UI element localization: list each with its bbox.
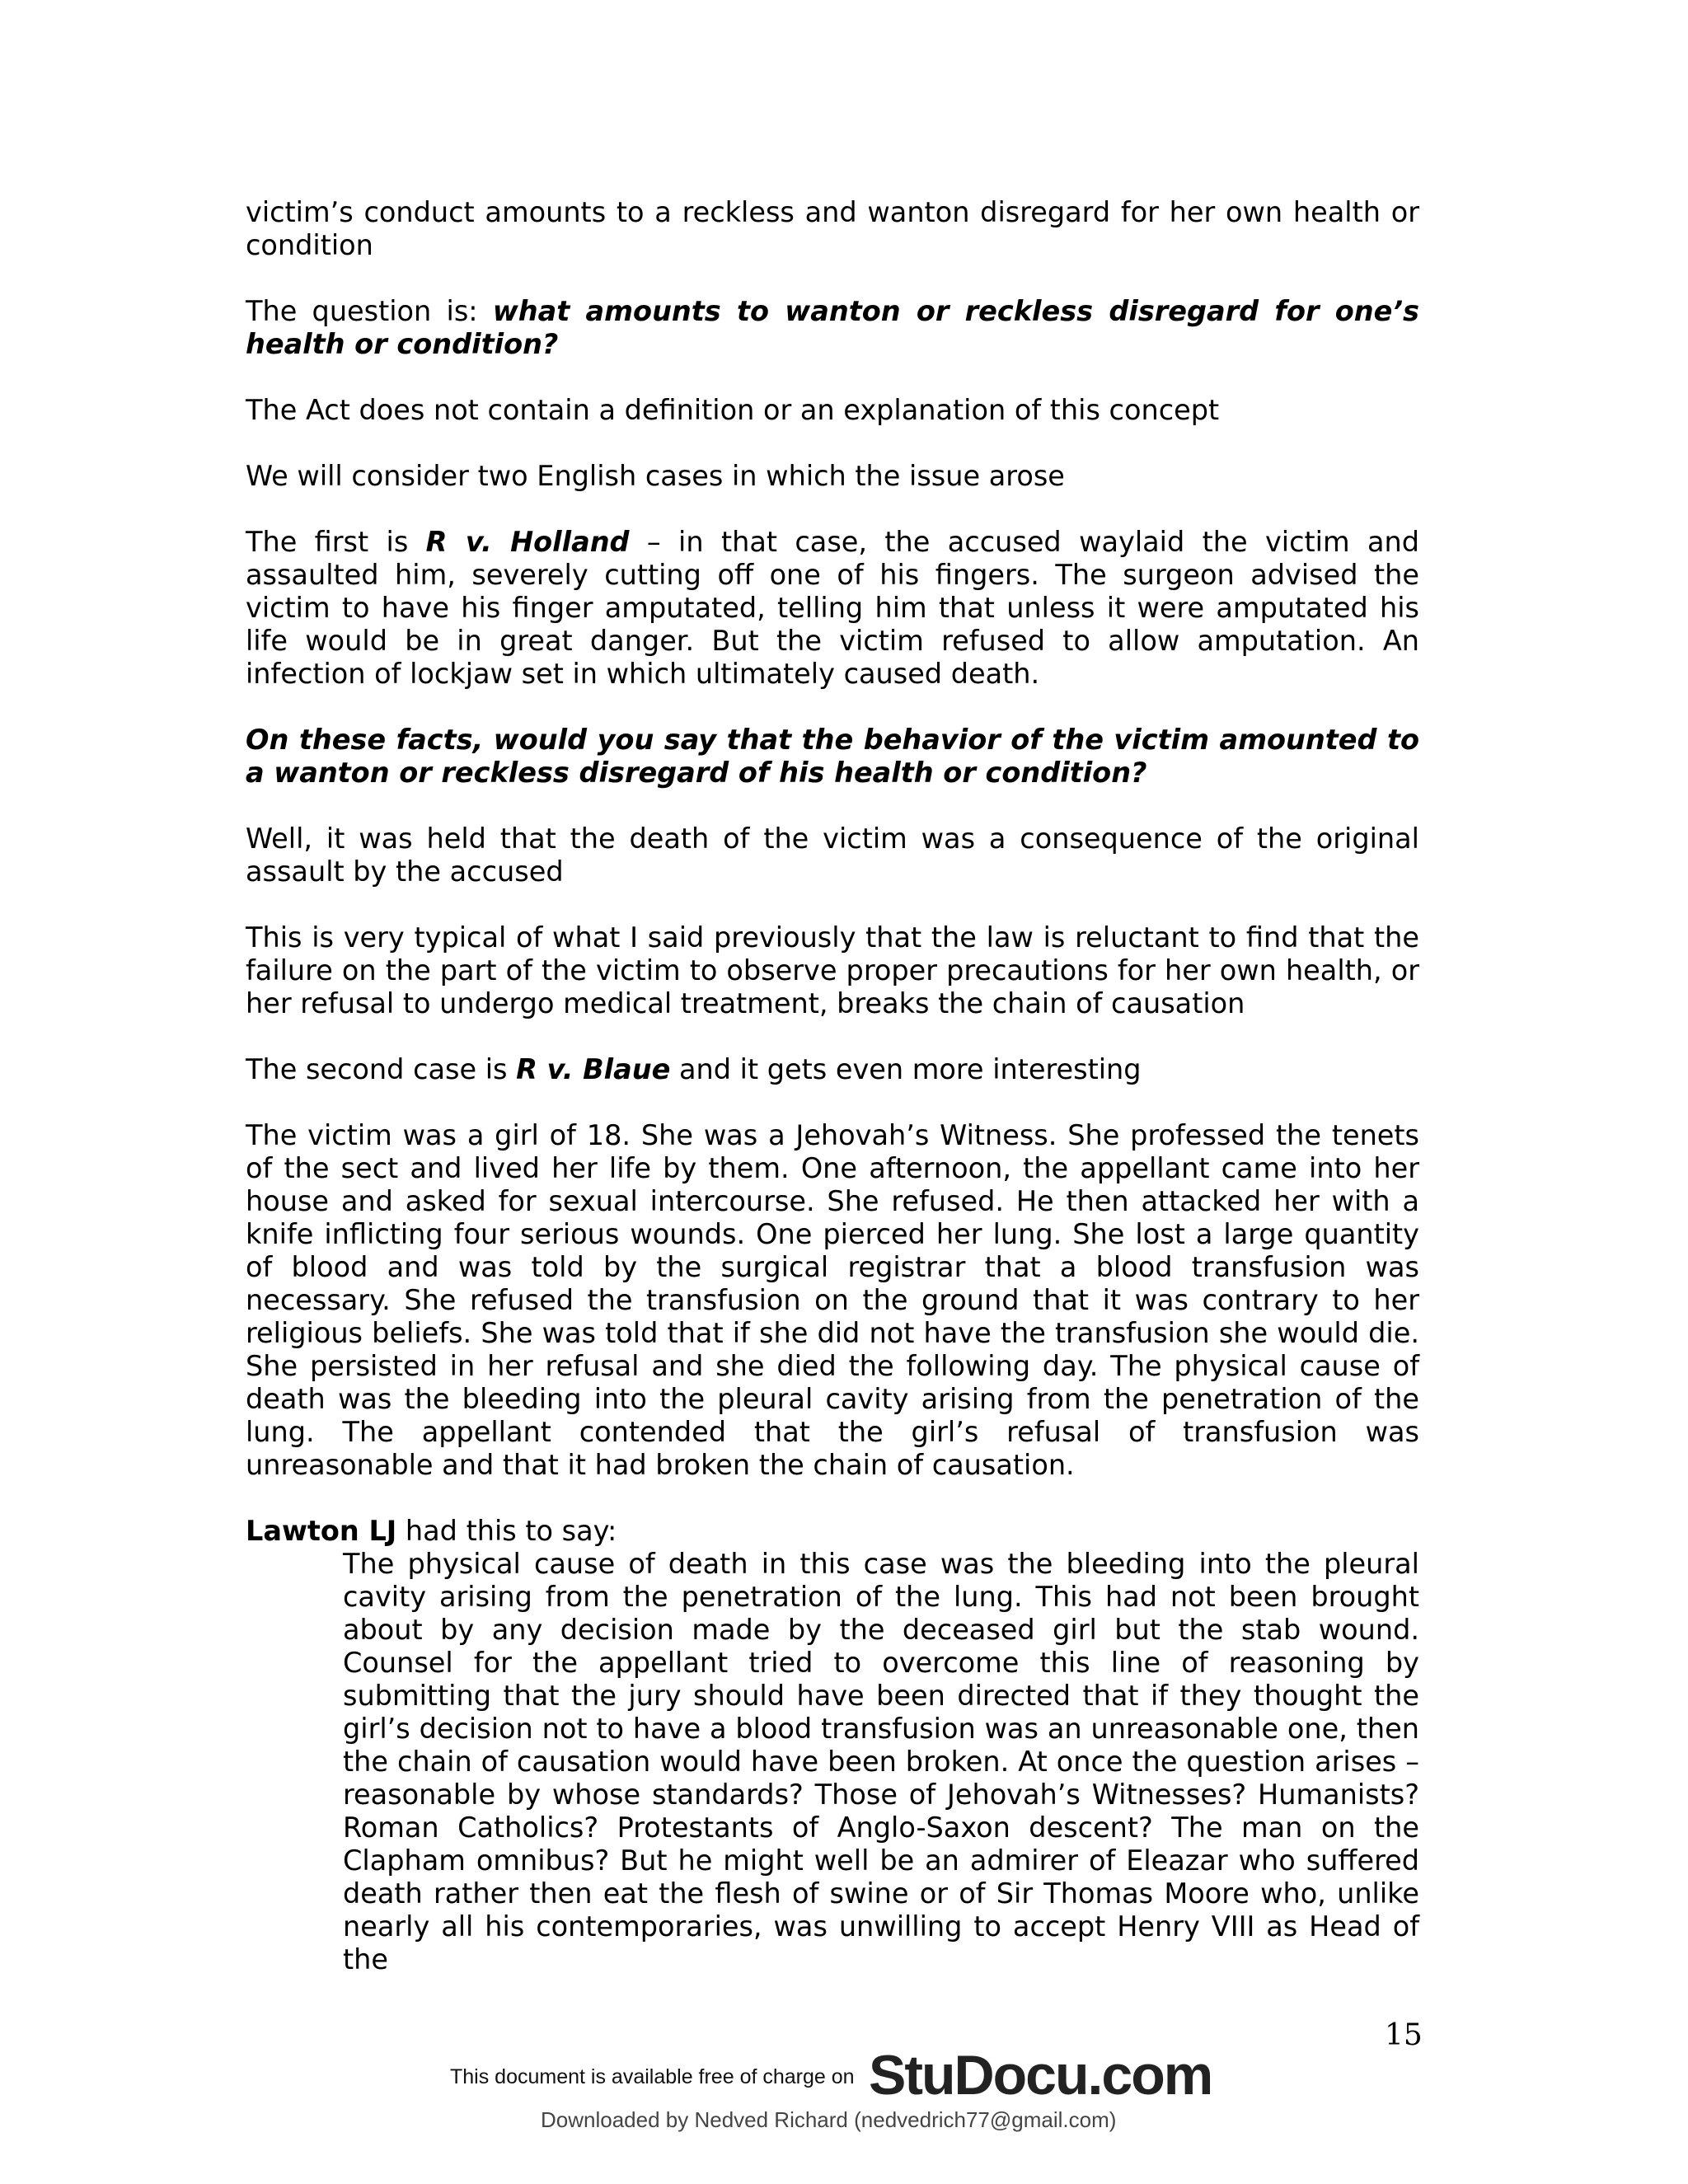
page-number: 15 [1385, 2018, 1423, 2052]
paragraph-act-definition: The Act does not contain a definition or an explanation of this concept [246, 394, 1220, 426]
paragraph-question [246, 295, 1419, 361]
paragraph-lawton: Lawton LJ had this to say: [246, 1515, 617, 1547]
case-name-blaue: R v. Blaue [516, 1053, 671, 1085]
paragraph-holding: Well, it was held that the death of the victim was a consequence of the original assault by the accused [246, 823, 1419, 888]
paragraph-intro: victim’s conduct amounts to a reckless and wanton disregard for her own health or condition [246, 196, 1419, 261]
judgment-quote: The physical cause of death in this case was the bleeding into the pleural cavity arising from the penetration of the lung. This had not been brought about by any decision made by the deceased girl but the stab wound. Counsel for the appellant tried to overcome this line of reasoning by submitting that the jury should have been directed that if they thought the girl’s decision not to have a blood transfusion was an unreasonable one, then the chain of causation would have been broken. At once the question arises – reasonable by whose standards? Those of Jehovah’s Witnesses? Humanists? Roman Catholics? Protestants of Anglo-Saxon descent? The man on the Clapham omnibus? But he might well be an admirer of Eleazar who suffered death rather then eat the flesh of swine or of Sir Thomas Moore who, unlike nearly all his contemporaries, was unwilling to accept Henry VIII as Head of the [343, 1548, 1419, 1975]
question-emphasis: what amounts to wanton or reckless disregard for one’s health or condition? [246, 295, 1419, 360]
paragraph-holland-question: On these facts, would you say that the behavior of the victim amounted to a wanton or reckless disregard of his health or condition? [246, 724, 1419, 789]
studocu-logo[interactable]: StuDocu.com [869, 2044, 1212, 2107]
paragraph-blaue-intro: The second case is R v. Blaue and it gets even more interesting [246, 1053, 1142, 1085]
paragraph-blaue-facts: The victim was a girl of 18. She was a Jehovah’s Witness. She professed the tenets of the sect and lived her life by them. One afternoon, the appellant came into her house and asked for sexual intercourse. She refused. He then attacked her with a knife inflicting four serious wounds. One pierced her lung. She lost a large quantity of blood and was told by the surgical registrar that a blood transfusion was necessary. She refused the transfusion on the ground that it was contrary to her religious beliefs. She was told that if she did not have the transfusion she would die. She persisted in her refusal and she died the following day. The physical cause of death was the bleeding into the pleural cavity arising from the penetration of the lung. The appellant contended that the girl’s refusal of transfusion was unreasonable and that it had broken the chain of causation. [246, 1119, 1419, 1481]
paragraph-holland: The first is R v. Holland – in that case, the accused waylaid the victim and assaulted him, severely cutting off one of his fingers. The surgeon advised the victim to have his finger amputated, telling him that unless it were amputated his life would be in great danger. But the victim refused to allow amputation. An infection of lockjaw set in which ultimately caused death. [246, 526, 1419, 690]
paragraph-reluctance: This is very typical of what I said previously that the law is reluctant to find that the failure on the part of the victim to observe proper precautions for her own health, or her refusal to undergo medical treatment, breaks the chain of causation [246, 921, 1419, 1019]
question-label: The question is: [246, 295, 493, 327]
judge-name: Lawton LJ [246, 1515, 397, 1547]
footer-download-credit: Downloaded by Nedved Richard (nedvedrich77@gmail.com) [541, 2107, 1117, 2132]
case-name-holland: R v. Holland [425, 526, 630, 558]
paragraph-two-cases: We will consider two English cases in which the issue arose [246, 460, 1065, 492]
footer-availability-text: This document is available free of charge on [450, 2065, 855, 2088]
